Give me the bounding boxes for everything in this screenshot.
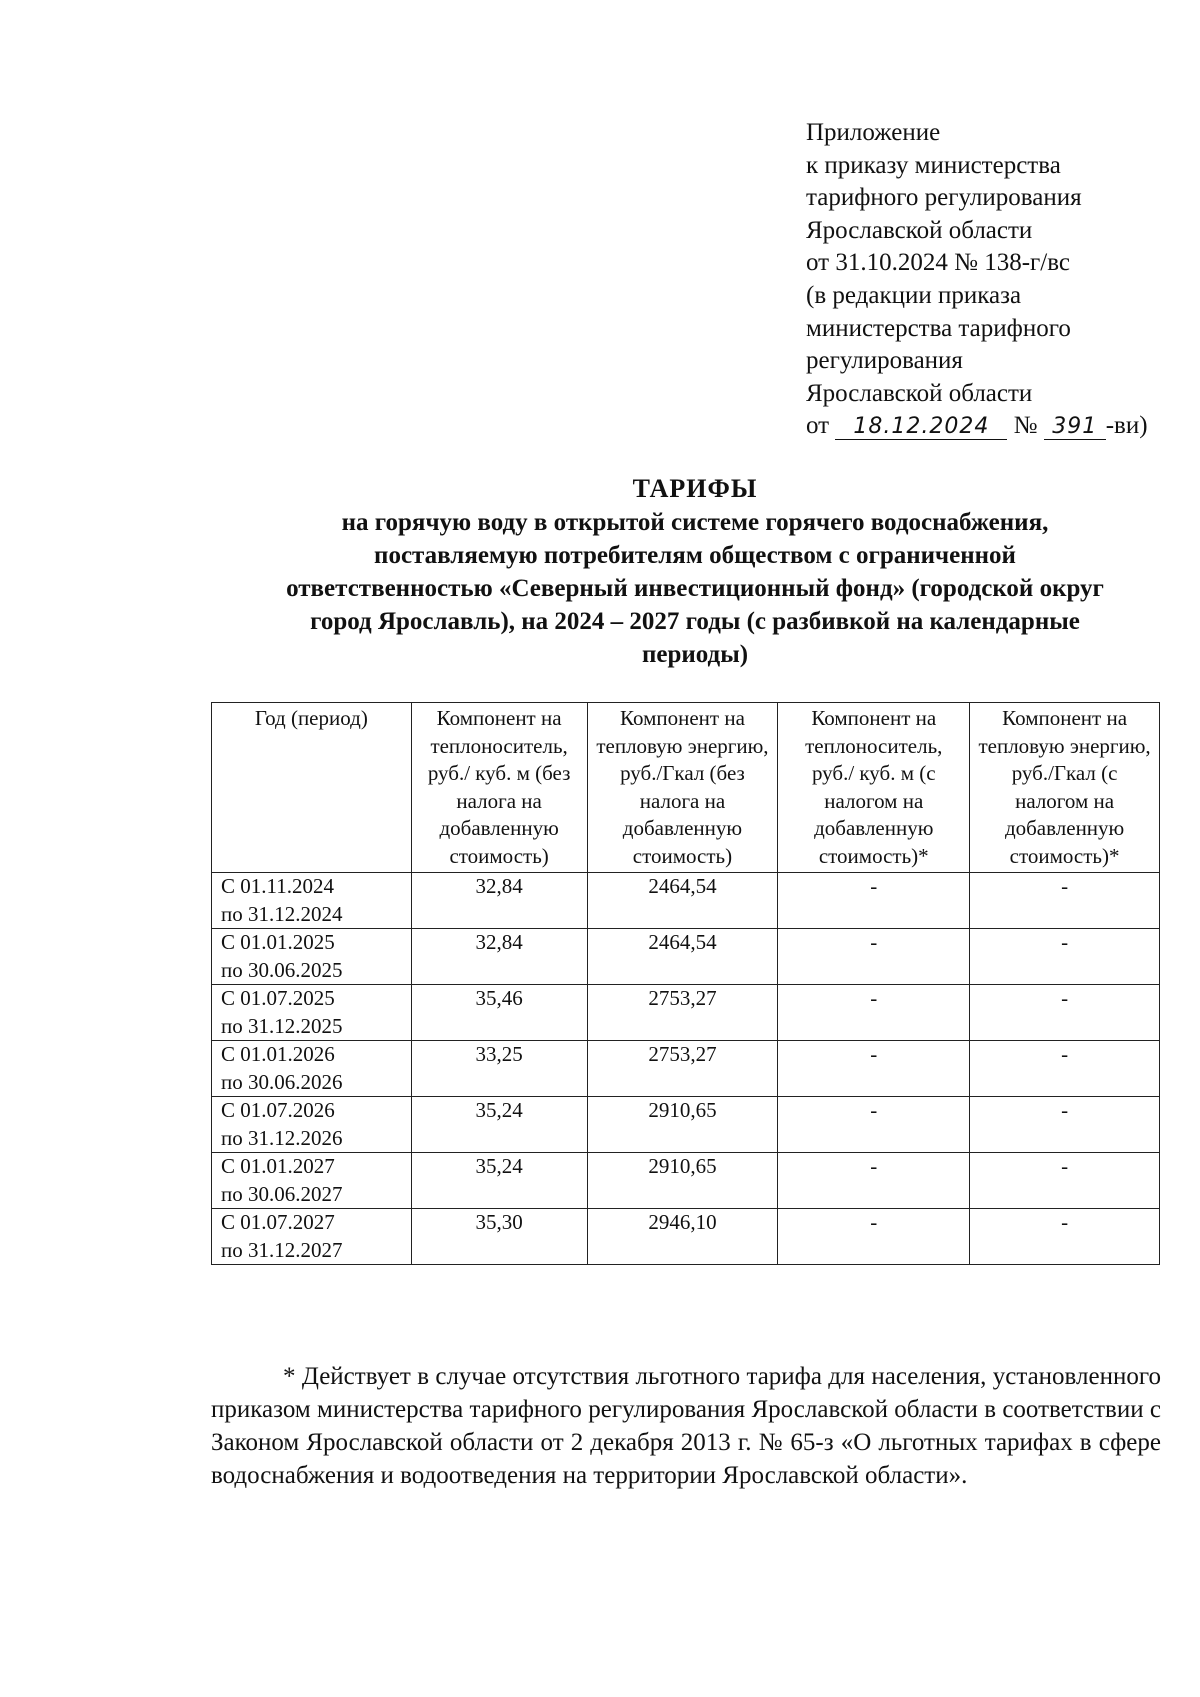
heat-energy-vat-cell: -: [970, 1209, 1160, 1265]
heat-carrier-vat-cell: -: [778, 985, 970, 1041]
appendix-line: министерства тарифного: [806, 314, 1071, 342]
number-suffix: -ви): [1105, 412, 1148, 440]
appendix-line: Ярославской области: [806, 216, 1033, 244]
from-prefix: от: [806, 412, 830, 440]
period-from: С 01.11.2024: [221, 874, 334, 898]
period-cell: [212, 1041, 412, 1097]
heat-carrier-cell: 35,24: [411, 1097, 587, 1153]
appendix-line: Приложение: [806, 119, 941, 146]
heat-carrier-cell: 35,46: [411, 985, 587, 1041]
heat-energy-vat-cell: -: [970, 1153, 1160, 1209]
period-from: С 01.07.2027: [221, 1210, 335, 1234]
heat-carrier-cell: 35,24: [411, 1153, 587, 1209]
period-cell: [212, 1209, 412, 1265]
appendix-line: регулирования: [806, 347, 963, 375]
amendment-reference-line: [806, 410, 1186, 443]
heat-carrier-cell: 33,25: [411, 1041, 587, 1097]
appendix-line: к приказу министерства: [806, 151, 1061, 179]
title-line: поставляемую потребителям обществом с ограниченной: [374, 542, 1016, 569]
heat-energy-vat-cell: -: [970, 985, 1160, 1041]
table-row: [212, 1209, 1160, 1265]
heat-energy-cell: 2910,65: [587, 1097, 778, 1153]
heat-energy-cell: 2464,54: [587, 929, 778, 985]
appendix-line: (в редакции приказа: [806, 281, 1022, 309]
heat-carrier-cell: 32,84: [411, 929, 587, 985]
period-cell: [212, 929, 412, 985]
heat-energy-cell: 2464,54: [587, 873, 778, 929]
appendix-line: от 31.10.2024 № 138-г/вс: [806, 249, 1070, 277]
table-row: [212, 985, 1160, 1041]
header-period: Год (период): [212, 703, 412, 873]
heat-carrier-cell: 35,30: [411, 1209, 587, 1265]
number-sign: №: [1013, 412, 1038, 440]
period-cell: [212, 1153, 412, 1209]
heat-energy-vat-cell: -: [970, 1041, 1160, 1097]
heat-energy-vat-cell: -: [970, 873, 1160, 929]
heat-energy-cell: 2753,27: [587, 985, 778, 1041]
heat-carrier-vat-cell: -: [778, 1097, 970, 1153]
table-row: [212, 929, 1160, 985]
table-header-row: [212, 703, 1160, 873]
appendix-line: тарифного регулирования: [806, 184, 1082, 212]
header-heat-carrier: Компонент на теплоноситель, руб./ куб. м (без налога на добавленную стоимость): [411, 703, 587, 873]
title-line: ответственностью «Северный инвестиционный фонд» (городской округ: [286, 575, 1104, 602]
period-to: по 31.12.2024: [221, 901, 343, 926]
title-line: город Ярославль), на 2024 – 2027 годы (с разбивкой на календарные: [310, 608, 1080, 635]
table-row: [212, 1153, 1160, 1209]
period-from: С 01.07.2026: [221, 1098, 335, 1122]
period-to: по 30.06.2026: [221, 1069, 343, 1094]
table-row: [212, 873, 1160, 929]
table-row: [212, 1097, 1160, 1153]
heat-carrier-vat-cell: -: [778, 1153, 970, 1209]
table-row: [212, 1041, 1160, 1097]
heat-carrier-vat-cell: -: [778, 873, 970, 929]
period-cell: [212, 1097, 412, 1153]
heat-energy-cell: 2910,65: [587, 1153, 778, 1209]
period-from: С 01.07.2025: [221, 986, 335, 1010]
heat-energy-vat-cell: -: [970, 929, 1160, 985]
header-heat-carrier-vat: Компонент на теплоноситель, руб./ куб. м (с налогом на добавленную стоимость)*: [778, 703, 970, 873]
heat-energy-cell: 2946,10: [587, 1209, 778, 1265]
period-cell: [212, 985, 412, 1041]
period-to: по 31.12.2025: [221, 1013, 343, 1038]
header-heat-energy: Компонент на тепловую энергию, руб./Гкал (без налога на добавленную стоимость): [587, 703, 778, 873]
period-cell: [212, 873, 412, 929]
period-from: С 01.01.2027: [221, 1154, 335, 1178]
period-from: С 01.01.2025: [221, 930, 335, 954]
period-from: С 01.01.2026: [221, 1042, 335, 1066]
tariffs-table: [211, 702, 1160, 1265]
heat-carrier-cell: 32,84: [411, 873, 587, 929]
period-to: по 31.12.2026: [221, 1125, 343, 1150]
heat-carrier-vat-cell: -: [778, 1209, 970, 1265]
period-to: по 30.06.2027: [221, 1181, 343, 1206]
heat-carrier-vat-cell: -: [778, 929, 970, 985]
appendix-block: [806, 117, 1186, 443]
header-heat-energy-vat: Компонент на тепловую энергию, руб./Гкал (с налогом на добавленную стоимость)*: [970, 703, 1160, 873]
heat-carrier-vat-cell: -: [778, 1041, 970, 1097]
heat-energy-cell: 2753,27: [587, 1041, 778, 1097]
handwritten-date: 18.12.2024: [835, 415, 1007, 440]
title-main: ТАРИФЫ: [632, 474, 758, 503]
heat-energy-vat-cell: -: [970, 1097, 1160, 1153]
handwritten-number: 391: [1044, 415, 1106, 440]
title-line: на горячую воду в открытой системе горячего водоснабжения,: [341, 509, 1049, 536]
period-to: по 30.06.2025: [221, 957, 343, 982]
period-to: по 31.12.2027: [221, 1237, 343, 1262]
appendix-line: Ярославской области: [806, 379, 1033, 407]
footnote: * Действует в случае отсутствия льготного тарифа для населения, установленного приказом министерства тарифного регулирования Ярославской области в соответствии с Законом Ярославской области от 2 декабря 2013 г. № 65-з «О льготных тарифах в сфере водоснабжения и водоотведения на территории Ярославской области».: [211, 1363, 1161, 1489]
document-title: [200, 472, 1190, 671]
title-line: периоды): [641, 641, 749, 668]
